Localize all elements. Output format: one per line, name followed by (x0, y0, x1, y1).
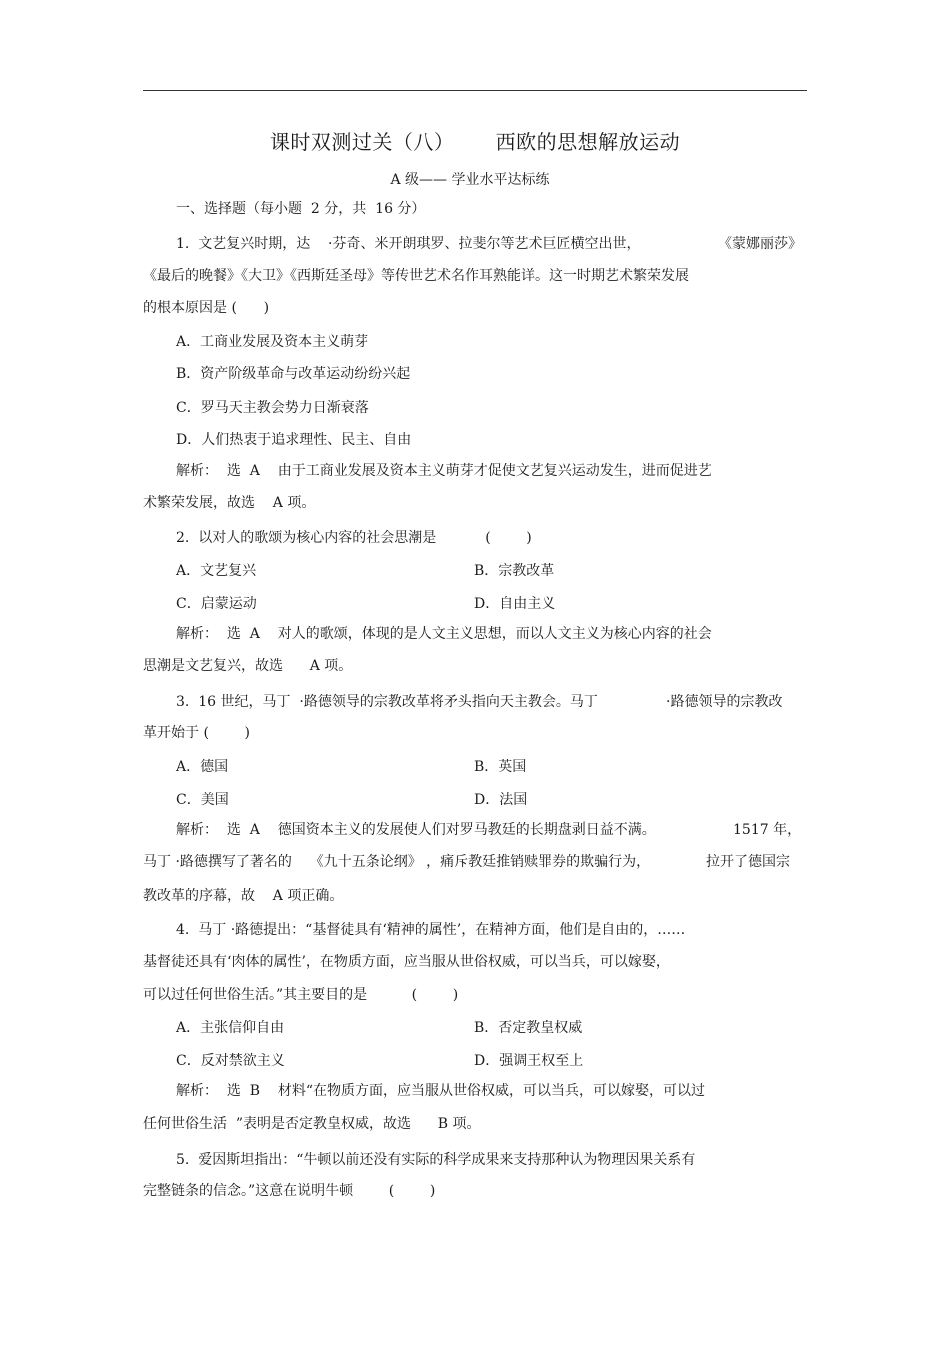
q1-analysis-line2: 术繁荣发展，故选 A 项。 (143, 495, 316, 511)
q3-analysis-line2-tail: 拉开了德国宗 (706, 854, 790, 870)
q4-option-c: C．反对禁欲主义 (176, 1053, 285, 1069)
q1-option-b: B．资产阶级革命与改革运动纷纷兴起 (176, 366, 411, 382)
q1-analysis-line1: 解析： 选 A 由于工商业发展及资本主义萌芽才促使文艺复兴运动发生，进而促进艺 (176, 463, 712, 479)
q1-option-d: D．人们热衷于追求理性、民主、自由 (176, 432, 412, 448)
q2-analysis-line1: 解析： 选 A 对人的歌颂，体现的是人文主义思想，而以人文主义为核心内容的社会 (176, 626, 712, 642)
q4-option-d: D．强调王权至上 (474, 1053, 584, 1069)
q1-option-a: A．工商业发展及资本主义萌芽 (176, 334, 369, 350)
section-heading: 一、选择题（每小题 2 分，共 16 分） (176, 201, 426, 217)
q1-stem-line1-tail: 《蒙娜丽莎》 (718, 236, 802, 252)
q3-analysis-line1-tail: 1517 年， (733, 822, 802, 838)
q4-option-a: A．主张信仰自由 (176, 1020, 285, 1036)
q2-option-b: B．宗教改革 (474, 563, 555, 579)
q4-stem-line2: 基督徒还具有‘肉体的属性’，在物质方面，应当服从世俗权威，可以当兵，可以嫁娶， (143, 954, 670, 970)
q3-option-a: A．德国 (176, 759, 229, 775)
q5-stem-line1: 5. 爱因斯坦指出：“牛顿以前还没有实际的科学成果来支持那种认为物理因果关系有 (176, 1152, 696, 1168)
q3-option-d: D．法国 (474, 792, 528, 808)
q1-option-c: C．罗马天主教会势力日渐衰落 (176, 400, 369, 416)
header-rule (143, 90, 807, 91)
q3-option-c: C．美国 (176, 792, 229, 808)
q4-analysis-line1: 解析： 选 B 材料“在物质方面，应当服从世俗权威，可以当兵，可以嫁娶，可以过 (176, 1083, 706, 1099)
q2-option-a: A．文艺复兴 (176, 563, 257, 579)
q2-option-c: C．启蒙运动 (176, 596, 257, 612)
q1-stem-line3: 的根本原因是 ( ) (143, 300, 270, 316)
q3-stem-line2: 革开始于 ( ) (143, 725, 250, 741)
q1-stem-line1: 1. 文艺复兴时期，达 ·芬奇、米开朗琪罗、拉斐尔等艺术巨匠横空出世， (176, 236, 641, 252)
q2-analysis-line2: 思潮是文艺复兴，故选 A 项。 (143, 658, 353, 674)
q3-option-b: B．英国 (474, 759, 527, 775)
q2-option-d: D．自由主义 (474, 596, 556, 612)
page-title: 课时双测过关（八） 西欧的思想解放运动 (269, 130, 681, 154)
q1-stem-line2: 《最后的晚餐》《大卫》《西斯廷圣母》等传世艺术名作耳熟能详。这一时期艺术繁荣发展 (143, 268, 689, 284)
q4-analysis-line2: 任何世俗生活 ”表明是否定教皇权威，故选 B 项。 (143, 1116, 481, 1132)
q4-stem-line3: 可以过任何世俗生活。”其主要目的是 ( ) (143, 987, 459, 1003)
q3-analysis-line2: 马丁 ·路德撰写了著名的 《九十五条论纲》 ，痛斥教廷推销赎罪券的欺骗行为， (143, 854, 651, 870)
q3-analysis-line1: 解析： 选 A 德国资本主义的发展使人们对罗马教廷的长期盘剥日益不满。 (176, 822, 656, 838)
q2-stem: 2. 以对人的歌颂为核心内容的社会思潮是 ( ) (176, 530, 532, 546)
q4-stem-line1: 4. 马丁 ·路德提出：“基督徒具有‘精神的属性’，在精神方面，他们是自由的，…… (176, 922, 686, 938)
q5-stem-line2: 完整链条的信念。”这意在说明牛顿 ( ) (143, 1183, 436, 1199)
q4-option-b: B．否定教皇权威 (474, 1020, 583, 1036)
q3-stem-line1-tail: ·路德领导的宗教改 (666, 694, 783, 710)
q3-analysis-line3: 教改革的序幕，故 A 项正确。 (143, 888, 344, 904)
level-heading: A 级—— 学业水平达标练 (390, 172, 550, 188)
q3-stem-line1: 3. 16 世纪，马丁 ·路德领导的宗教改革将矛头指向天主教会。马丁 (176, 694, 598, 710)
